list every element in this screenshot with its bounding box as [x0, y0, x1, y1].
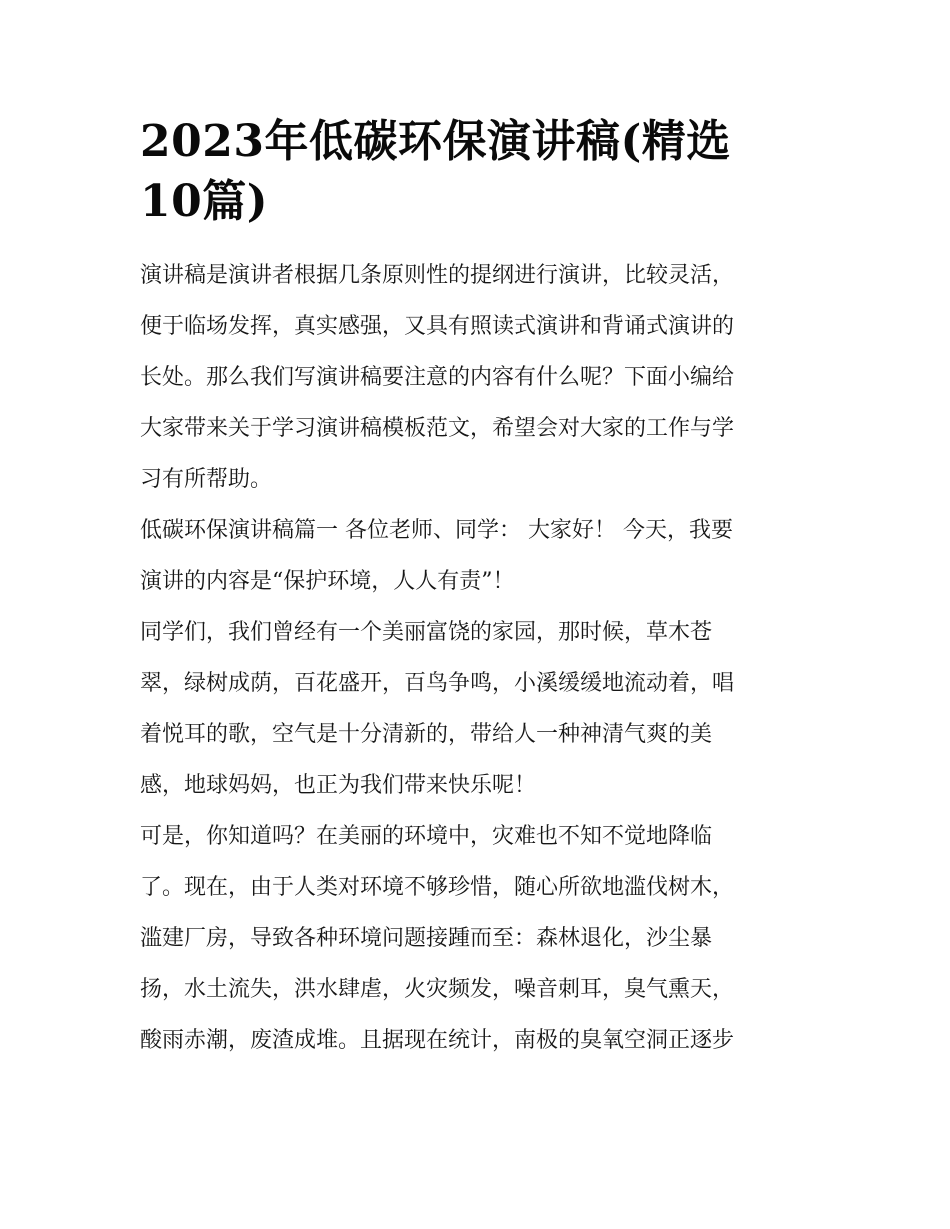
paragraph-disaster — [140, 811, 818, 1066]
text-line: 大家带来关于学习演讲稿模板范文，希望会对大家的工作与学 — [140, 416, 735, 441]
title-line: 10篇) — [140, 176, 269, 227]
paragraph-intro — [140, 250, 818, 505]
text-line: 滥建厂房，导致各种环境问题接踵而至：森林退化，沙尘暴 — [140, 926, 713, 951]
paragraph-greeting — [140, 505, 818, 607]
text-line: 着悦耳的歌，空气是十分清新的，带给人一种神清气爽的美 — [140, 722, 713, 747]
text-line: 习有所帮助。 — [140, 467, 273, 492]
text-line: 扬，水土流失，洪水肆虐，火灾频发，噪音刺耳，臭气熏天， — [140, 977, 735, 1002]
text-line: 演讲稿是演讲者根据几条原则性的提纲进行演讲，比较灵活， — [140, 263, 735, 288]
text-line: 便于临场发挥，真实感强，又具有照读式演讲和背诵式演讲的 — [140, 314, 735, 339]
text-line: 了。现在，由于人类对环境不够珍惜，随心所欲地滥伐树木， — [140, 875, 735, 900]
text-line: 翠，绿树成荫，百花盛开，百鸟争鸣，小溪缓缓地流动着，唱 — [140, 671, 735, 696]
text-line: 同学们，我们曾经有一个美丽富饶的家园，那时候，草木苍 — [140, 620, 713, 645]
title-line: 2023年低碳环保演讲稿(精选 — [140, 116, 731, 167]
text-line: 酸雨赤潮，废渣成堆。且据现在统计，南极的臭氧空洞正逐步 — [140, 1028, 735, 1053]
paragraph-homeland — [140, 607, 818, 811]
text-line: 低碳环保演讲稿篇一 各位老师、同学： 大家好！ 今天，我要 — [140, 518, 733, 543]
text-line: 长处。那么我们写演讲稿要注意的内容有什么呢？下面小编给 — [140, 365, 735, 390]
document-body — [140, 250, 818, 1066]
text-line: 演讲的内容是“保护环境，人人有责”！ — [140, 569, 515, 594]
text-line: 可是，你知道吗？在美丽的环境中，灾难也不知不觉地降临 — [140, 824, 713, 849]
text-line: 感，地球妈妈，也正为我们带来快乐呢！ — [140, 773, 537, 798]
document-title — [140, 112, 818, 232]
